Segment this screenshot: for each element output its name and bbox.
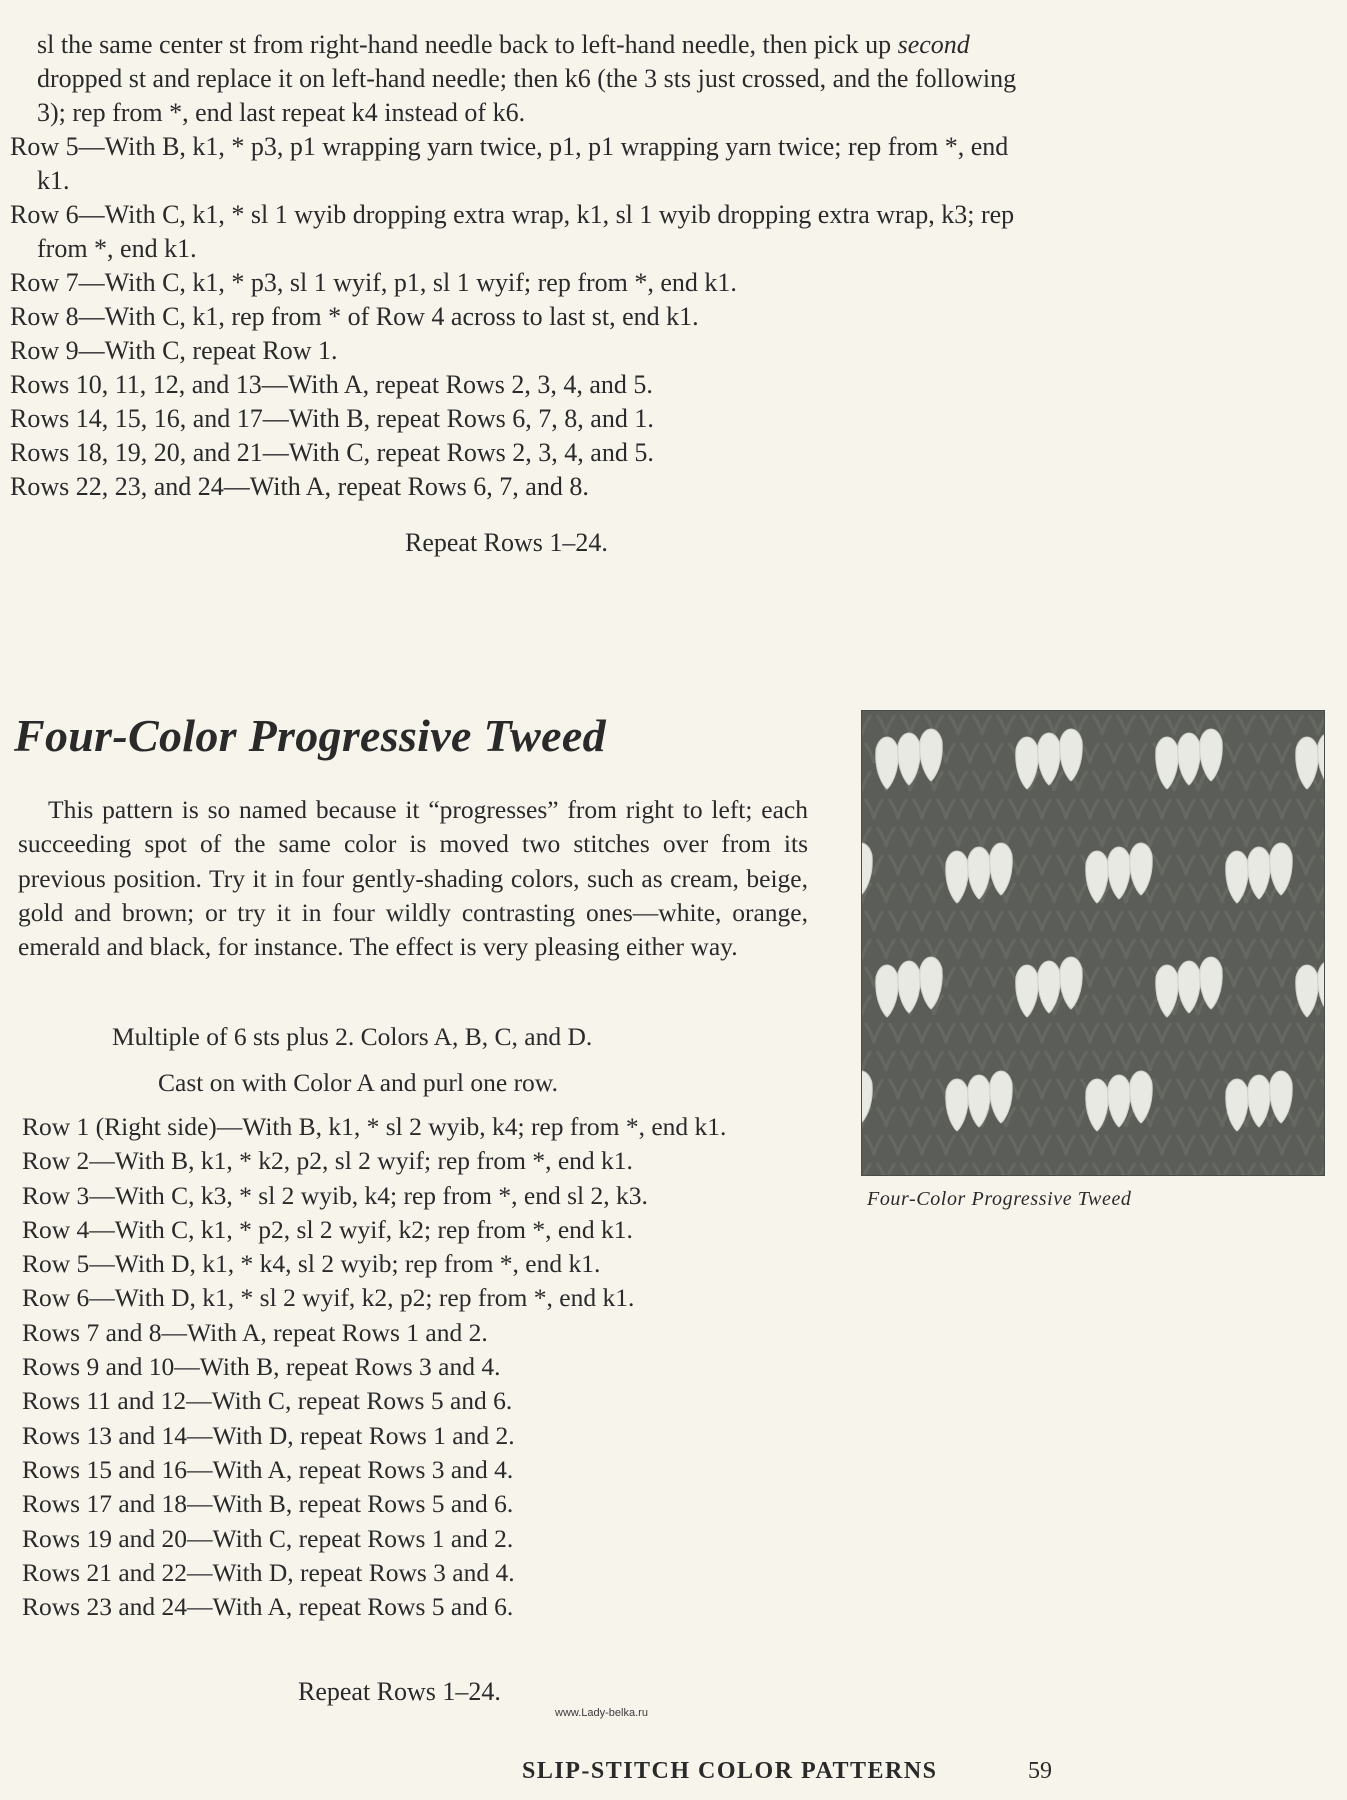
pattern-row: Rows 21 and 22—With D, repeat Rows 3 and 4. [22, 1557, 515, 1587]
knitted-swatch-photo [862, 711, 1324, 1175]
instruction-row: Row 8—With C, k1, rep from * of Row 4 across to last st, end k1. [10, 302, 699, 331]
repeat-rows-note: Repeat Rows 1–24. [405, 528, 608, 557]
pattern-row: Rows 9 and 10—With B, repeat Rows 3 and 4. [22, 1352, 501, 1382]
light-stitch-spot [1086, 843, 1153, 903]
light-stitch-spot [1086, 1071, 1153, 1131]
instruction-row: Rows 10, 11, 12, and 13—With A, repeat Rows 2, 3, 4, and 5. [10, 370, 653, 399]
cast-on-instruction: Cast on with Color A and purl one row. [158, 1068, 558, 1097]
light-stitch-spot [876, 957, 943, 1017]
pattern-title: Four-Color Progressive Tweed [14, 710, 606, 761]
website-credit: www.Lady-belka.ru [555, 1707, 648, 1719]
pattern-row: Rows 7 and 8—With A, repeat Rows 1 and 2. [22, 1317, 488, 1347]
stitch-multiple: Multiple of 6 sts plus 2. Colors A, B, C, and D. [112, 1022, 593, 1051]
pattern-row: Row 2—With B, k1, * k2, p2, sl 2 wyif; rep from *, end k1. [22, 1146, 633, 1176]
pattern-row: Rows 15 and 16—With A, repeat Rows 3 and 4. [22, 1454, 514, 1484]
light-stitch-spot [1156, 729, 1223, 789]
pattern-row: Rows 13 and 14—With D, repeat Rows 1 and 2. [22, 1420, 515, 1450]
light-stitch-spot [1016, 729, 1083, 789]
pattern-rows [22, 1110, 812, 1624]
swatch-illustration [862, 711, 1324, 1175]
pattern-intro: This pattern is so named because it “progresses” from right to left; each succeeding spot of the same color is moved two stitches over from its previous position. Try it in four gently-shading colors, such as cream, beige, gold and brown; or try it in four wildly contrasting ones—white, orange, emerald and black, for instance. The effect is very pleasing either way. [18, 795, 808, 962]
instruction-row: Row 5—With B, k1, * p3, p1 wrapping yarn twice, p1, p1 wrapping yarn twice; rep from *, end k1. [10, 132, 1009, 195]
light-stitch-spot [1156, 957, 1223, 1017]
instruction-row: Row 6—With C, k1, * sl 1 wyib dropping extra wrap, k1, sl 1 wyib dropping extra wrap, k3; rep from *, end k1. [10, 200, 1015, 263]
light-stitch-spot [946, 843, 1013, 903]
pattern-row: Rows 17 and 18—With B, repeat Rows 5 and 6. [22, 1489, 514, 1519]
instruction-row: Rows 22, 23, and 24—With A, repeat Rows 6, 7, and 8. [10, 472, 589, 501]
photo-caption: Four-Color Progressive Tweed [867, 1188, 1132, 1210]
continued-instruction-line: sl the same center st from right-hand needle back to left-hand needle, then pick up second dropped st and replace it on left-hand needle; then k6 (the 3 sts just crossed, and the following 3); rep from *, end last repeat k4 instead of k6. [37, 30, 1017, 127]
pattern-row: Row 1 (Right side)—With B, k1, * sl 2 wyib, k4; rep from *, end k1. [22, 1112, 727, 1141]
light-stitch-spot [946, 1071, 1013, 1131]
pattern-row: Row 4—With C, k1, * p2, sl 2 wyif, k2; rep from *, end k1. [22, 1214, 633, 1244]
instruction-row: Rows 18, 19, 20, and 21—With C, repeat Rows 2, 3, 4, and 5. [10, 438, 654, 467]
running-footer-title: SLIP-STITCH COLOR PATTERNS [522, 1758, 938, 1784]
light-stitch-spot [1226, 843, 1293, 903]
pattern-row: Row 5—With D, k1, * k4, sl 2 wyib; rep from *, end k1. [22, 1249, 601, 1279]
page-number: 59 [1028, 1758, 1052, 1784]
pattern-row: Row 6—With D, k1, * sl 2 wyif, k2, p2; rep from *, end k1. [22, 1283, 635, 1313]
light-stitch-spot [1226, 1071, 1293, 1131]
instruction-row: Row 9—With C, repeat Row 1. [10, 336, 338, 365]
continued-instructions [10, 28, 1040, 504]
pattern-row: Rows 23 and 24—With A, repeat Rows 5 and 6. [22, 1592, 514, 1622]
instruction-row: Rows 14, 15, 16, and 17—With B, repeat Rows 6, 7, 8, and 1. [10, 404, 654, 433]
light-stitch-spot [1016, 957, 1083, 1017]
pattern-row: Row 3—With C, k3, * sl 2 wyib, k4; rep from *, end sl 2, k3. [22, 1180, 648, 1210]
light-stitch-spot [876, 729, 943, 789]
emphasis-second: second [897, 30, 970, 59]
repeat-rows-note: Repeat Rows 1–24. [298, 1677, 501, 1706]
pattern-row: Rows 11 and 12—With C, repeat Rows 5 and 6. [22, 1386, 513, 1416]
pattern-row: Rows 19 and 20—With C, repeat Rows 1 and 2. [22, 1523, 514, 1553]
instruction-row: Row 7—With C, k1, * p3, sl 1 wyif, p1, sl 1 wyif; rep from *, end k1. [10, 268, 737, 297]
